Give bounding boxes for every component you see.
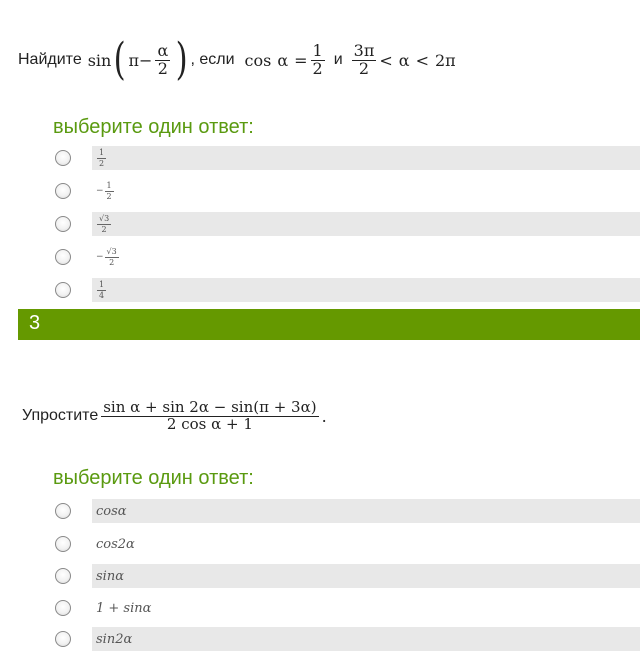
q1-option-1[interactable]	[0, 146, 640, 170]
q2-option-5[interactable]	[0, 627, 640, 651]
q2-option-2[interactable]	[0, 532, 640, 556]
q1-option-2[interactable]	[0, 179, 640, 203]
q2-option-1-label: cosα	[96, 503, 127, 519]
q1-sin: sin	[87, 50, 112, 70]
q2-option-1-radio[interactable]	[55, 503, 71, 519]
q2-simplify-word: Упростите	[22, 407, 99, 424]
question-number-bar	[18, 309, 640, 340]
q1-three-pi-over-two	[352, 40, 377, 78]
q1-equals: =	[294, 50, 308, 70]
q1-option-4[interactable]	[0, 245, 640, 269]
q1-alpha-over-two	[155, 40, 170, 78]
q1-option-2-radio[interactable]	[55, 183, 71, 199]
q1-alpha-3: α	[398, 50, 410, 70]
q2-denominator: 2 cos α + 1	[166, 414, 253, 433]
q2-expression	[101, 397, 318, 433]
q1-option-5-label: $\frac{1}{4}$	[99, 280, 105, 300]
q1-find-word: Найдите	[18, 51, 82, 68]
q2-option-3[interactable]	[0, 564, 640, 588]
q1-option-5-radio[interactable]	[55, 282, 71, 298]
q1-option-3-radio[interactable]	[55, 216, 71, 232]
q2-numerator: sin α + sin 2α − sin(π + 3α)	[103, 397, 317, 416]
q2-option-4-radio[interactable]	[55, 600, 71, 616]
question-number: 3	[29, 312, 41, 334]
q2-option-5-radio[interactable]	[55, 631, 71, 647]
q1-option-3-label: $\frac{√3}{2}$	[99, 214, 110, 234]
q1-alpha-2: α	[277, 50, 289, 70]
q1-option-2-label: − $\frac{1}{2}$	[96, 181, 112, 201]
q2-option-2-label: cos2α	[96, 536, 135, 552]
q1-choose-prompt: выберите один ответ:	[53, 116, 254, 138]
q1-option-5[interactable]	[0, 278, 640, 302]
q1-option-4-label: − $\frac{√3}{2}$	[96, 247, 117, 267]
q1-two-pi: 2π	[434, 50, 456, 70]
q1-frac-num: α	[157, 40, 169, 60]
q1-option-1-radio[interactable]	[55, 150, 71, 166]
q2-choose-prompt: выберите один ответ:	[53, 467, 254, 489]
q1-right-paren: )	[175, 34, 188, 85]
q2-option-1[interactable]	[0, 499, 640, 523]
q1-and-word: и	[333, 51, 343, 68]
q2-option-5-label: sin2α	[96, 631, 133, 647]
q1-lt-2: <	[415, 50, 429, 70]
question-2-text	[22, 392, 327, 440]
q1-3pi-num: 3π	[353, 40, 375, 60]
q1-if-word: , если	[190, 51, 235, 68]
q2-option-3-label: sinα	[96, 568, 124, 584]
q1-option-3[interactable]	[0, 212, 640, 236]
q1-cos: cos	[244, 50, 272, 70]
q1-lt-1: <	[379, 50, 393, 70]
q1-half-den: 2	[312, 58, 323, 78]
q2-option-2-radio[interactable]	[55, 536, 71, 552]
q1-option-4-radio[interactable]	[55, 249, 71, 265]
q2-option-4[interactable]	[0, 596, 640, 620]
q1-3pi-den: 2	[358, 58, 370, 78]
q1-half-num: 1	[312, 40, 323, 60]
q1-frac-den: 2	[157, 58, 168, 78]
q2-option-4-label: 1 + sinα	[96, 600, 152, 616]
q1-one-half	[311, 40, 325, 78]
q1-left-paren: (	[113, 34, 126, 85]
q1-minus: −	[139, 50, 153, 70]
q1-pi: π	[128, 50, 140, 70]
q2-period: .	[321, 406, 327, 426]
question-1-text	[18, 30, 456, 90]
q1-option-1-label: $\frac{1}{2}$	[99, 148, 105, 168]
q2-option-3-radio[interactable]	[55, 568, 71, 584]
